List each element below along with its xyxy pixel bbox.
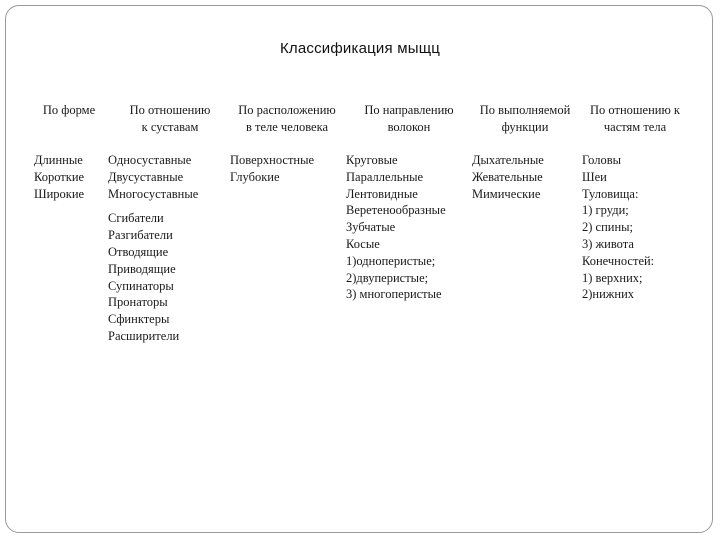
list-item: Головы bbox=[582, 153, 622, 167]
header-line: в теле человека bbox=[245, 120, 329, 134]
header-line: частям тела bbox=[603, 120, 667, 134]
list-item: Длинные bbox=[34, 153, 83, 167]
header-line: функции bbox=[501, 120, 549, 134]
header-by-location bbox=[228, 102, 346, 136]
column-by-function bbox=[472, 152, 544, 202]
header-line: По направлению bbox=[364, 103, 454, 117]
list-item: Короткие bbox=[34, 169, 85, 184]
list-item: Многосуставные bbox=[108, 186, 199, 201]
list-item: Параллельные bbox=[346, 169, 424, 184]
list-item: 1) верхних; bbox=[582, 270, 643, 285]
list-item: Отводящие bbox=[108, 244, 169, 259]
list-item: Глубокие bbox=[230, 169, 280, 184]
list-item: Жевательные bbox=[472, 169, 543, 184]
column-by-body-part bbox=[582, 152, 654, 303]
header-by-function bbox=[470, 102, 580, 136]
header-line: По отношению к bbox=[590, 103, 680, 117]
list-item: Лентовидные bbox=[346, 186, 418, 201]
list-item: Широкие bbox=[34, 186, 85, 201]
header-line: По выполняемой bbox=[479, 103, 571, 117]
list-item: Мимические bbox=[472, 186, 541, 201]
list-item: Косые bbox=[346, 236, 380, 251]
header-line: к суставам bbox=[141, 120, 199, 134]
list-item: Конечностей: bbox=[582, 253, 655, 268]
list-item: Дыхательные bbox=[472, 153, 544, 167]
list-item: Зубчатые bbox=[346, 220, 396, 235]
list-item: Односуставные bbox=[108, 153, 192, 167]
column-by-location bbox=[230, 152, 314, 186]
header-line: По форме bbox=[42, 103, 96, 117]
list-item: 1)одноперистые; bbox=[346, 253, 436, 268]
list-item: 3) живота bbox=[582, 236, 634, 251]
page-title: Классификация мыщц bbox=[279, 40, 441, 57]
header-by-shape bbox=[30, 102, 108, 119]
column-by-shape bbox=[34, 152, 84, 202]
list-item: 1) груди; bbox=[582, 203, 629, 218]
header-line: По расположению bbox=[238, 103, 336, 117]
list-item: Круговые bbox=[346, 153, 398, 167]
group-gap bbox=[108, 202, 198, 210]
list-item: Сфинктеры bbox=[108, 312, 170, 327]
header-by-fiber-direction bbox=[350, 102, 468, 136]
list-item: Шеи bbox=[582, 169, 607, 184]
list-item: 2)двуперистые; bbox=[346, 270, 429, 285]
list-item: Приводящие bbox=[108, 261, 176, 276]
list-item: Туловища: bbox=[582, 186, 639, 201]
list-item: Разгибатели bbox=[108, 228, 173, 243]
list-item: Супинаторы bbox=[108, 278, 174, 293]
list-item: 2)нижних bbox=[582, 287, 635, 302]
list-item: Сгибатели bbox=[108, 211, 164, 226]
header-by-body-part bbox=[580, 102, 690, 136]
column-by-joints bbox=[108, 152, 198, 345]
list-item: Веретенообразные bbox=[346, 203, 446, 218]
list-item: Двусуставные bbox=[108, 169, 184, 184]
list-item: Поверхностные bbox=[230, 153, 315, 167]
column-by-fiber-direction bbox=[346, 152, 446, 303]
list-item: 2) спины; bbox=[582, 220, 634, 235]
list-item: 3) многоперистые bbox=[346, 287, 442, 302]
list-item: Расширители bbox=[108, 328, 180, 343]
list-item: Пронаторы bbox=[108, 295, 168, 310]
header-by-joints bbox=[112, 102, 228, 136]
header-line: По отношению bbox=[129, 103, 211, 117]
header-line: волокон bbox=[387, 120, 431, 134]
